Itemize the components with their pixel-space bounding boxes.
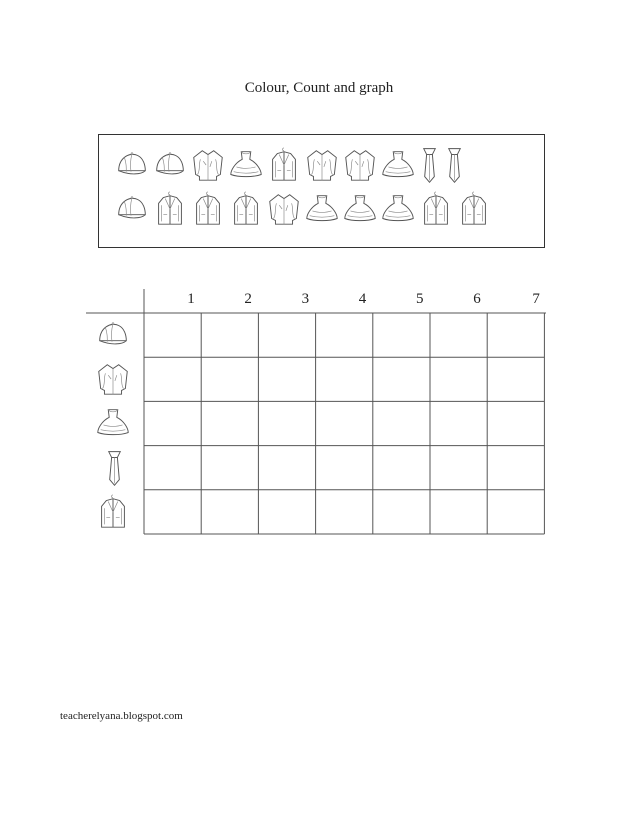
row-cap-icon: [94, 315, 132, 355]
shirt-icon: [265, 189, 303, 229]
shirt-icon: [303, 145, 341, 185]
picture-row-2: [113, 189, 493, 229]
dress-icon: [227, 145, 265, 185]
footer-credit: teacherelyana.blogspot.com: [60, 710, 183, 722]
column-number: 4: [358, 291, 367, 307]
row-jacket-icon: [94, 492, 132, 532]
cap-icon: [151, 145, 189, 185]
shirt-icon: [189, 145, 227, 185]
jacket-icon: [417, 189, 455, 229]
dress-icon: [379, 145, 417, 185]
picture-row-1: [113, 145, 467, 185]
dress-icon: [303, 189, 341, 229]
jacket-icon: [265, 145, 303, 185]
tie-icon: [417, 145, 467, 185]
row-shirt-icon: [94, 359, 132, 399]
row-tie-icon: [102, 448, 127, 488]
jacket-icon: [227, 189, 265, 229]
shirt-icon: [341, 145, 379, 185]
dress-icon: [341, 189, 379, 229]
column-number: 2: [244, 291, 252, 307]
row-dress-icon: [94, 403, 132, 443]
cap-icon: [113, 145, 151, 185]
page-title: Colour, Count and graph: [244, 80, 394, 96]
column-number: 1: [187, 291, 195, 307]
graph-grid: [86, 289, 548, 539]
column-number: 5: [416, 291, 424, 307]
cap-icon: [113, 189, 151, 229]
count-graph: [86, 289, 548, 544]
picture-box: [98, 134, 545, 248]
jacket-icon: [455, 189, 493, 229]
dress-icon: [379, 189, 417, 229]
column-number: 7: [532, 291, 540, 307]
column-number: 3: [301, 291, 310, 307]
column-number: 6: [473, 291, 481, 307]
jacket-icon: [189, 189, 227, 229]
jacket-icon: [151, 189, 189, 229]
